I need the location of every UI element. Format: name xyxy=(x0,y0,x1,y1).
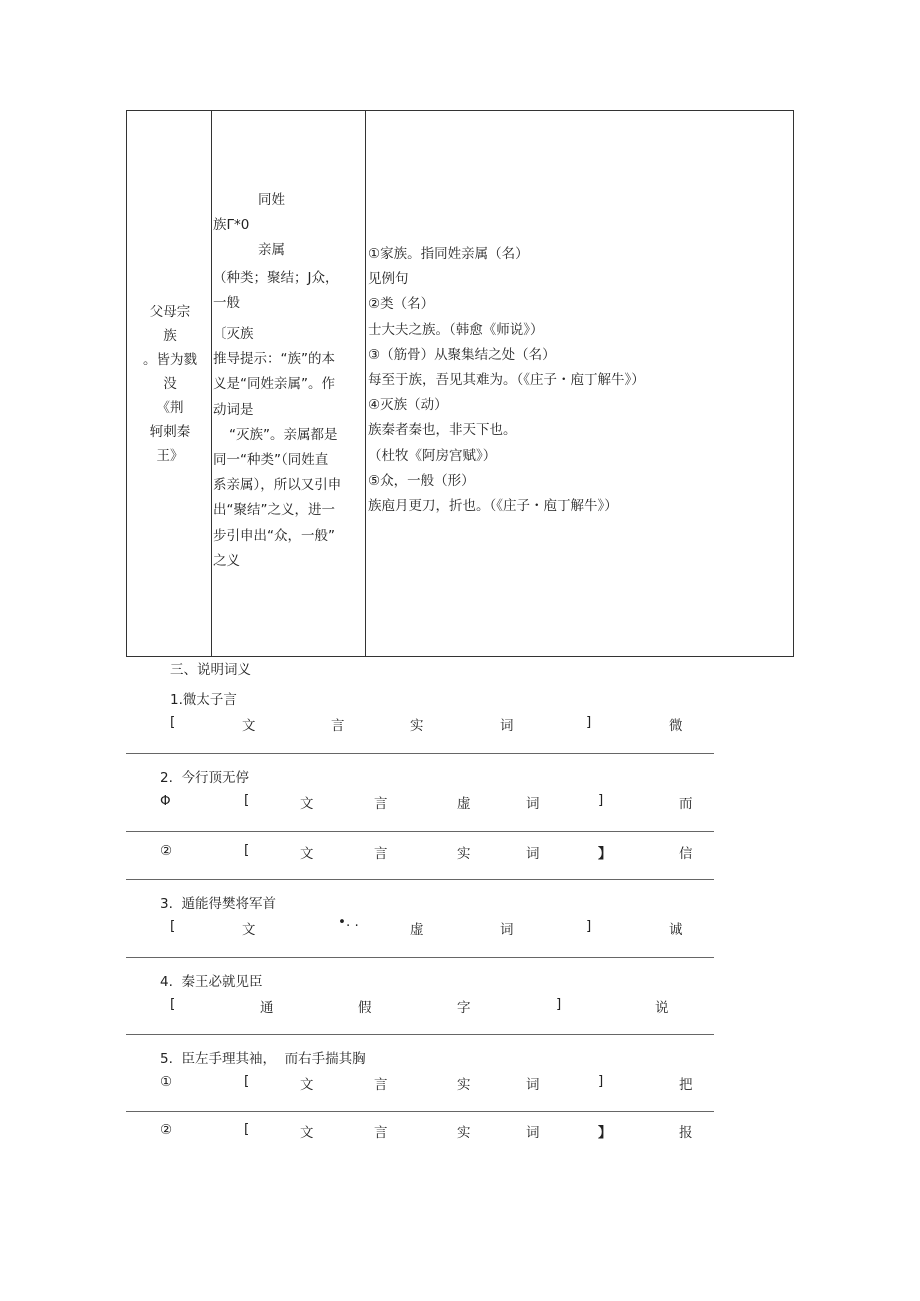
bracket-close: ] xyxy=(556,996,562,1012)
bracket-open: [ xyxy=(244,1121,250,1137)
derivation-line: 同一“种类”（同姓直 xyxy=(213,452,329,469)
table-divider xyxy=(211,110,212,657)
exercise-sentence: 秦王必就见臣 xyxy=(181,974,263,990)
exercise-3-prompt xyxy=(160,892,276,912)
bracket-open: [ xyxy=(170,714,176,730)
example-line: 没 xyxy=(163,376,177,392)
label-char: 虚 xyxy=(457,796,471,812)
row-marker: ② xyxy=(160,843,173,859)
meaning-line: ①家族。指同姓亲属（名） xyxy=(368,246,529,262)
answer-line xyxy=(126,957,714,958)
derivation-line: 一般 xyxy=(213,294,240,311)
meaning-line: ③（筋骨）从聚集结之处（名） xyxy=(368,346,556,363)
example-line: 。皆为戮 xyxy=(143,352,197,368)
row-marker: Φ xyxy=(160,793,171,809)
exercise-4-prompt xyxy=(160,970,262,990)
bracket-open: [ xyxy=(244,792,250,808)
derivation-line: 义是“同姓亲属”。作 xyxy=(213,376,335,393)
exercise-number: 4. xyxy=(160,974,173,990)
label-char: 通 xyxy=(260,1000,274,1016)
answer-line xyxy=(126,753,714,754)
answer-line xyxy=(126,1034,714,1035)
label-char: 词 xyxy=(500,718,514,734)
exercise-5-prompt xyxy=(160,1047,366,1067)
label-char: 言 xyxy=(374,796,388,812)
meaning-line: 士大夫之族。（韩愈《师说》） xyxy=(368,321,544,338)
derivation-line: 步引申出“众，一般” xyxy=(213,527,335,544)
meaning-line: 见例句 xyxy=(368,271,409,288)
bracket-open: [ xyxy=(244,1073,250,1089)
exercise-sentence: 遁能得樊将军首 xyxy=(181,896,276,912)
exercise-number: 3. xyxy=(160,896,173,912)
answer-line xyxy=(126,831,714,832)
derivation-column xyxy=(213,188,363,574)
label-char: 实 xyxy=(457,846,471,862)
example-line: 《荆 xyxy=(156,400,184,416)
exercise-sentence: 臣左手理其袖， 而右手揣其胸 xyxy=(181,1051,366,1067)
label-char: 字 xyxy=(457,1000,471,1016)
target-word: 而 xyxy=(679,796,693,812)
label-char: 言 xyxy=(374,846,388,862)
label-char: 文 xyxy=(300,846,314,862)
label-char: 词 xyxy=(526,1077,540,1093)
example-line: 父母宗 xyxy=(149,304,191,320)
bracket-close: ] xyxy=(598,1073,604,1089)
label-char: 实 xyxy=(457,1077,471,1093)
derivation-line: 系亲属），所以又引申 xyxy=(213,477,342,494)
meaning-line: 每至于族，吾见其难为。（《庄子・庖丁解牛》） xyxy=(368,372,645,389)
label-char: 言 xyxy=(331,718,345,734)
derivation-line: 推导提示：“族”的本 xyxy=(213,351,335,368)
bracket-open: [ xyxy=(244,842,250,858)
derivation-diagram-left: 族Γ*0 xyxy=(213,217,250,234)
derivation-line: 动词是 xyxy=(213,401,254,418)
target-word: 说 xyxy=(655,1000,669,1016)
label-char: 文 xyxy=(300,1077,314,1093)
example-line: 轲刺秦 xyxy=(149,424,191,440)
label-char: 假 xyxy=(358,1000,372,1016)
derivation-diagram-top: 同姓 xyxy=(258,192,285,208)
meanings-column xyxy=(368,242,788,519)
label-char: 文 xyxy=(242,718,256,734)
bracket-close: 】 xyxy=(598,1125,612,1141)
target-word: 微 xyxy=(669,718,683,734)
label-char: 虚 xyxy=(410,922,424,938)
target-word: 信 xyxy=(679,846,693,862)
label-char: 词 xyxy=(526,1125,540,1141)
exercise-1-prompt xyxy=(170,688,237,708)
meaning-line: ④灭族（动） xyxy=(368,397,448,414)
derivation-line: 出“聚结”之义，进一 xyxy=(213,502,335,519)
label-char: 词 xyxy=(526,796,540,812)
derivation-diagram-bottom: 亲属 xyxy=(258,242,285,259)
label-char: 言 xyxy=(374,1077,388,1093)
exercise-number: 1. xyxy=(170,692,183,708)
exercise-number: 5. xyxy=(160,1051,173,1067)
bracket-close: ] xyxy=(586,918,592,934)
section-title: 三、说明词义 xyxy=(170,662,251,678)
exercise-sentence: 微太子言 xyxy=(182,692,237,708)
target-word: 诚 xyxy=(669,922,683,938)
derivation-line: 〔灭族 xyxy=(213,326,254,343)
label-char: •. . xyxy=(338,914,359,930)
meaning-line: ⑤众，一般（形） xyxy=(368,472,475,489)
exercise-sentence: 今行顶无停 xyxy=(181,770,249,786)
row-marker: ② xyxy=(160,1122,173,1138)
label-char: 词 xyxy=(500,922,514,938)
derivation-line: 之义 xyxy=(213,552,240,569)
label-char: 文 xyxy=(242,922,256,938)
bracket-open: [ xyxy=(170,996,176,1012)
bracket-open: [ xyxy=(170,918,176,934)
target-word: 报 xyxy=(679,1125,693,1141)
answer-line xyxy=(126,1111,714,1112)
label-char: 词 xyxy=(526,846,540,862)
example-line: 王》 xyxy=(156,448,184,464)
derivation-line: （种类；聚结；J众， xyxy=(213,269,339,286)
table-divider xyxy=(365,110,366,657)
example-source-column xyxy=(130,300,210,468)
exercise-number: 2. xyxy=(160,770,173,786)
label-char: 文 xyxy=(300,1125,314,1141)
meaning-line: 族秦者秦也，非天下也。 xyxy=(368,422,517,439)
bracket-close: ] xyxy=(586,714,592,730)
row-marker: ① xyxy=(160,1074,173,1090)
bracket-close: 】 xyxy=(598,846,612,862)
derivation-line: “灭族”。亲属都是 xyxy=(229,426,338,443)
label-char: 言 xyxy=(374,1125,388,1141)
target-word: 把 xyxy=(679,1077,693,1093)
label-char: 文 xyxy=(300,796,314,812)
example-line: 族 xyxy=(163,328,177,344)
meaning-line: 族庖月更刀，折也。（《庄子・庖丁解牛》） xyxy=(368,498,618,515)
exercise-2-prompt xyxy=(160,766,249,786)
label-char: 实 xyxy=(457,1125,471,1141)
meaning-line: （杜牧《阿房宫赋》） xyxy=(368,447,497,464)
bracket-close: ] xyxy=(598,792,604,808)
answer-line xyxy=(126,879,714,880)
label-char: 实 xyxy=(410,718,424,734)
meaning-line: ②类（名） xyxy=(368,296,435,313)
